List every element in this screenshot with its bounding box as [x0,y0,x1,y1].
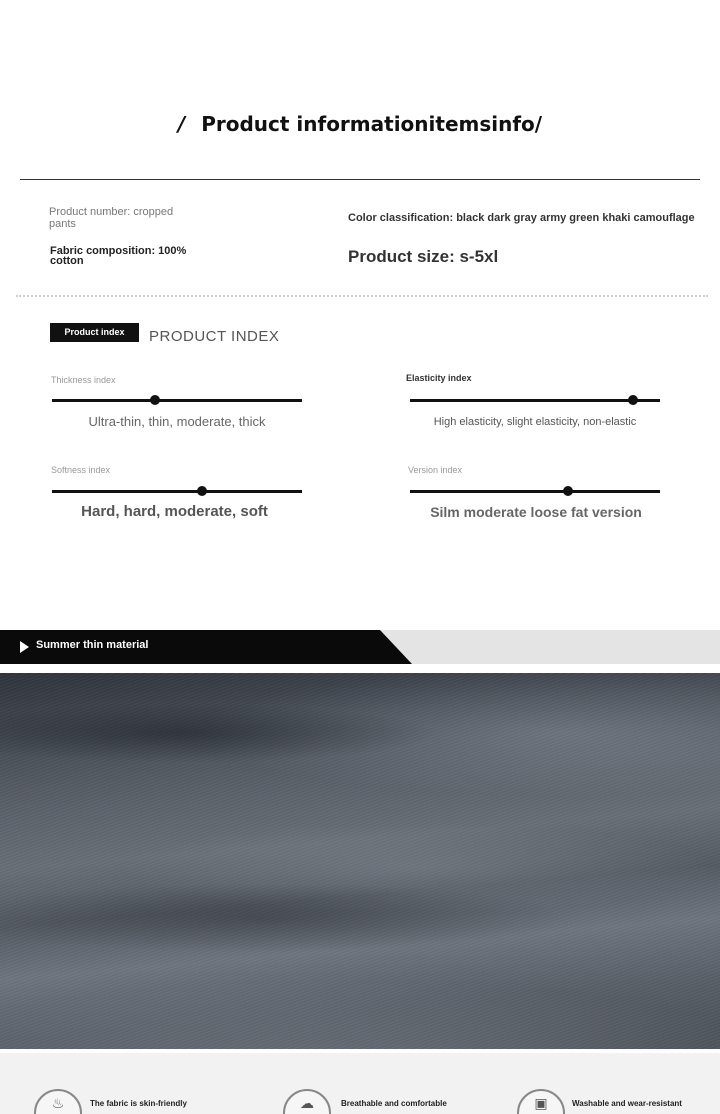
fabric-shadow-fold [0,883,580,953]
thickness-track [52,399,302,402]
feature-strip [0,1053,720,1114]
washing-icon: ▣ [517,1089,565,1114]
version-track [410,490,660,493]
product-index-badge: Product index [50,323,139,342]
thickness-label: Thickness index [51,375,116,385]
title-text: Product informationitemsinfo/ [201,112,543,136]
product-index-title: PRODUCT INDEX [149,328,280,345]
fabric-shadow-fold [0,703,440,763]
version-knob [563,486,573,496]
title-slash: / [177,112,186,136]
flame-icon: ♨ [34,1089,82,1114]
softness-caption: Hard, hard, moderate, soft [81,503,268,520]
product-size: Product size: s-5xl [348,247,499,266]
color-classification: Color classification: black dark gray army green khaki camouflage [348,212,695,224]
thickness-knob [150,395,160,405]
elasticity-knob [628,395,638,405]
version-caption: Silm moderate loose fat version [430,504,642,520]
feature-label-breathable: Breathable and comfortable [341,1099,447,1108]
elasticity-label: Elasticity index [406,373,472,383]
thickness-caption: Ultra-thin, thin, moderate, thick [88,414,266,429]
cloud-icon: ☁ [283,1089,331,1114]
softness-track [52,490,302,493]
play-arrow-icon [20,641,29,653]
material-banner [0,630,720,664]
product-number: Product number: cropped pants [49,206,174,230]
elasticity-track [410,399,660,402]
softness-knob [197,486,207,496]
feature-label-skin: The fabric is skin-friendly [90,1099,187,1108]
banner-text: Summer thin material [36,639,149,651]
softness-label: Softness index [51,465,111,475]
feature-label-washable: Washable and wear-resistant [572,1099,682,1108]
fabric-composition: Fabric composition: 100% cotton [50,245,187,267]
fabric-closeup-image [0,673,720,1049]
version-label: Version index [408,465,463,475]
divider-line [20,179,700,180]
section-title [0,112,720,136]
dotted-divider [16,295,708,297]
elasticity-caption: High elasticity, slight elasticity, non-elastic [433,416,637,428]
